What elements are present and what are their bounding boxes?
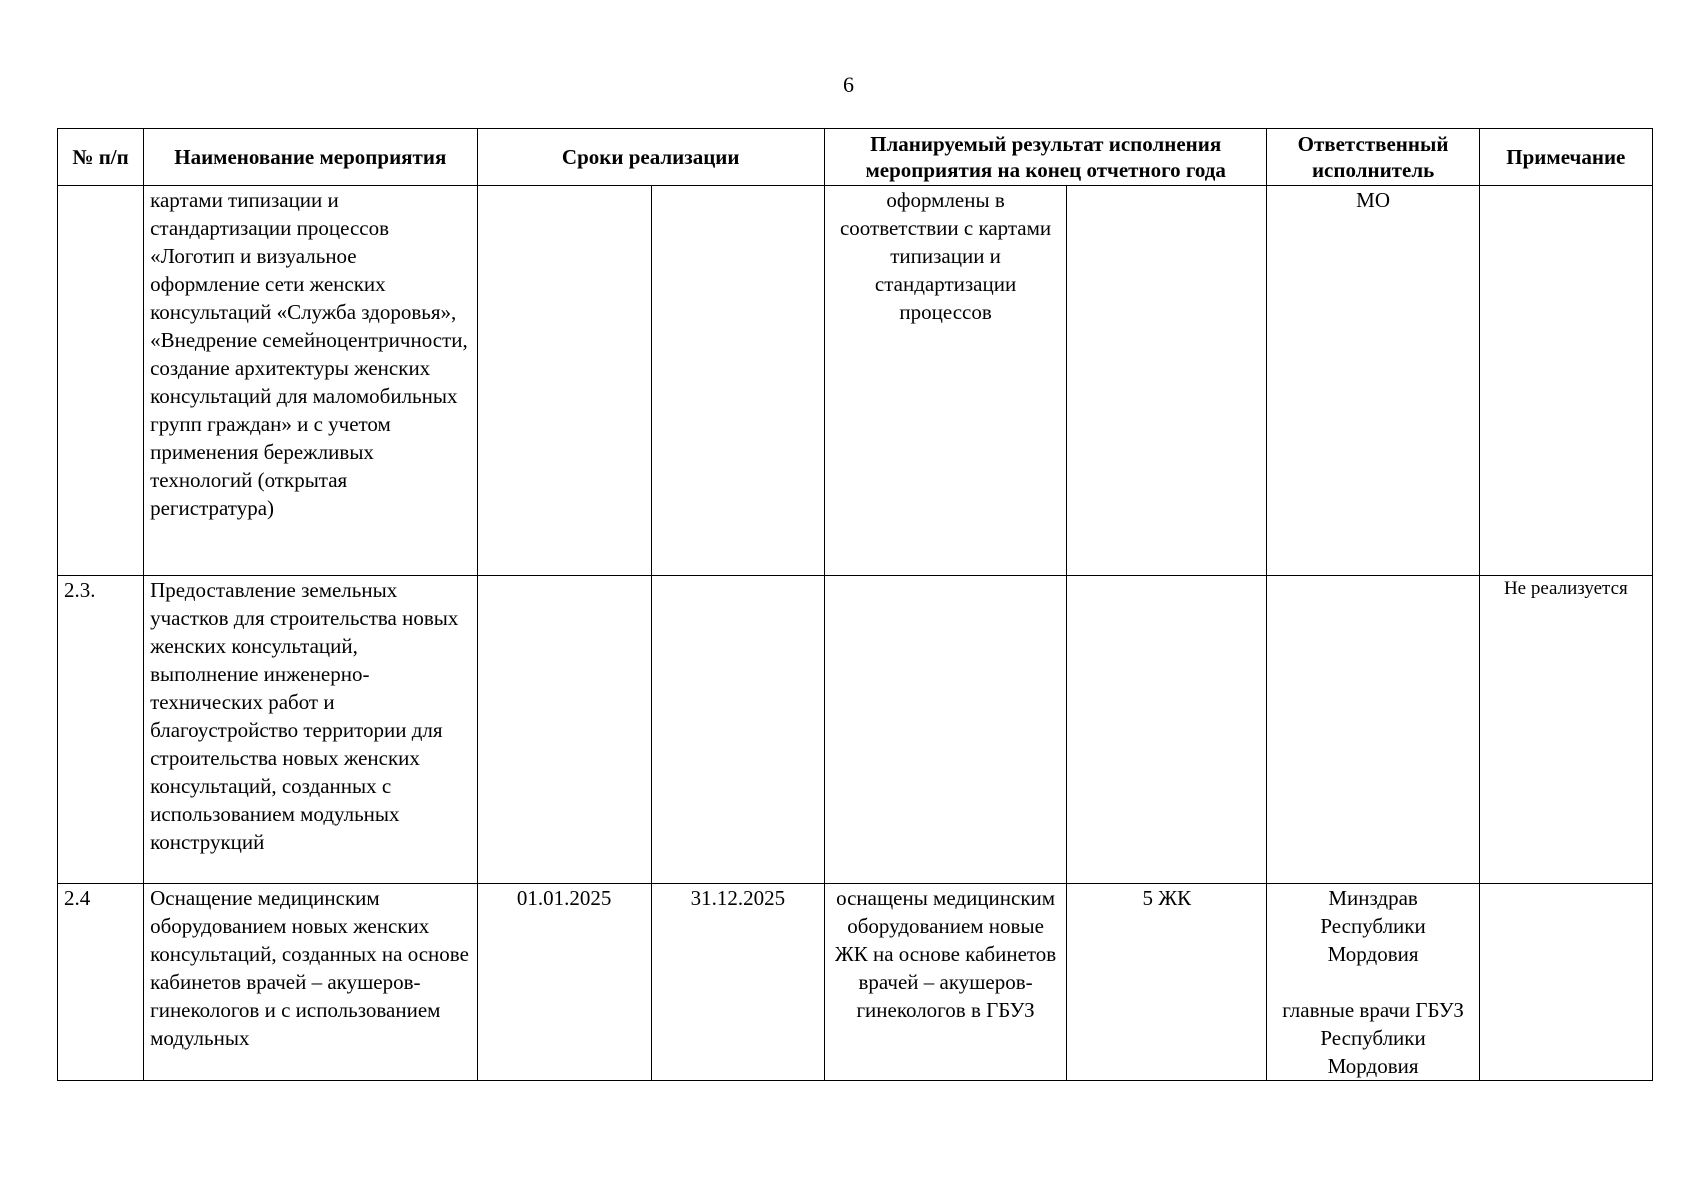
row-result-value	[1067, 186, 1267, 576]
row-num: 2.3.	[58, 576, 144, 884]
header-name: Наименование мероприятия	[144, 129, 477, 186]
row-end-date	[651, 186, 824, 576]
row-name: Оснащение медицинским оборудованием новых женских консультаций, созданных на основе кабинетов врачей – акушеров-гинекологов и с использованием модульных	[144, 884, 477, 1081]
activities-table	[57, 128, 1653, 1081]
table-row	[58, 186, 1653, 576]
row-responsible	[1267, 576, 1479, 884]
row-start-date: 01.01.2025	[477, 884, 651, 1081]
row-result-value: 5 ЖК	[1067, 884, 1267, 1081]
row-end-date: 31.12.2025	[651, 884, 824, 1081]
row-start-date	[477, 576, 651, 884]
header-num: № п/п	[58, 129, 144, 186]
row-note: Не реализуется	[1479, 576, 1652, 884]
row-name: картами типизации и стандартизации процессов «Логотип и визуальное оформление сети женских консультаций «Служба здоровья», «Внедрение семейноцентричности, создание архитектуры женских консультаций для маломобильных групп граждан» и с учетом применения бережливых технологий (открытая регистратура)	[144, 186, 477, 576]
row-note	[1479, 186, 1652, 576]
row-result: оформлены в соответствии с картами типизации и стандартизации процессов	[824, 186, 1066, 576]
row-num: 2.4	[58, 884, 144, 1081]
row-note	[1479, 884, 1652, 1081]
table-row	[58, 576, 1653, 884]
row-responsible-secondary: главные врачи ГБУЗ Республики Мордовия	[1282, 998, 1464, 1078]
row-num	[58, 186, 144, 576]
table-row	[58, 884, 1653, 1081]
row-responsible	[1267, 186, 1479, 576]
header-note: Примечание	[1479, 129, 1652, 186]
page-number: 6	[843, 72, 854, 97]
row-responsible-primary: Минздрав Республики Мордовия	[1320, 886, 1426, 966]
row-responsible-primary: МО	[1356, 188, 1390, 212]
row-name: Предоставление земельных участков для строительства новых женских консультаций, выполнение инженерно-технических работ и благоустройство территории для строительства новых женских консультаций, созданных с использованием модульных конструкций	[144, 576, 477, 884]
row-result-value	[1067, 576, 1267, 884]
table-header-row	[58, 129, 1653, 186]
header-terms: Сроки реализации	[477, 129, 824, 186]
header-result: Планируемый результат исполнения мероприятия на конец отчетного года	[824, 129, 1267, 186]
row-end-date	[651, 576, 824, 884]
row-start-date	[477, 186, 651, 576]
row-result: оснащены медицинским оборудованием новые ЖК на основе кабинетов врачей – акушеров-гинекологов в ГБУЗ	[824, 884, 1066, 1081]
row-responsible	[1267, 884, 1479, 1081]
header-responsible: Ответственный исполнитель	[1267, 129, 1479, 186]
row-result	[824, 576, 1066, 884]
